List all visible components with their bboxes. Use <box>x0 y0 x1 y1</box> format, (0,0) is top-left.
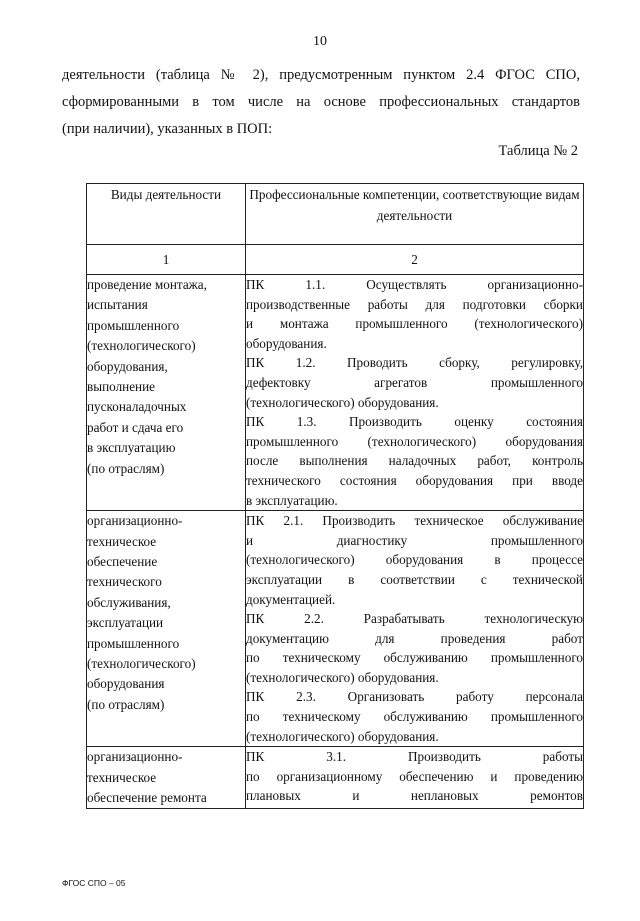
competencies-table <box>86 183 584 809</box>
competency-line: (технологического) оборудования. <box>246 669 439 685</box>
competency-line: дефектовку агрегатов промышленного <box>246 374 583 390</box>
footer-label: ФГОС СПО – 05 <box>62 878 126 888</box>
activity-cell <box>87 275 246 511</box>
competency-line: (технологического) оборудования. <box>246 728 439 744</box>
activity-line: оборудования, <box>87 358 168 374</box>
column-number-row <box>87 245 584 275</box>
intro-line: деятельности (таблица № 2), предусмотренным пунктом 2.4 ФГОС СПО, <box>62 67 580 83</box>
activity-line: (технологического) <box>87 338 196 354</box>
competency-line: (технологического) оборудования. <box>246 394 439 410</box>
activity-line: обеспечение <box>87 553 158 569</box>
competency-line: эксплуатации в соответствии с технической <box>246 571 583 587</box>
activity-line: выполнение <box>87 379 156 395</box>
activity-line: организационно- <box>87 749 183 765</box>
competency-line: и диагностику промышленного <box>246 532 583 548</box>
competency-line: ПК 1.2. Проводить сборку, регулировку, <box>246 355 583 371</box>
competency-line: по организационному обеспечению и проведению <box>246 768 583 784</box>
table-row <box>87 511 584 747</box>
column-number: 2 <box>246 245 584 275</box>
competency-line: после выполнения наладочных работ, контроль <box>246 453 583 469</box>
competency-line: в эксплуатацию. <box>246 492 338 508</box>
competency-line: ПК 2.2. Разрабатывать технологическую <box>246 611 583 627</box>
activity-line: проведение монтажа, <box>87 277 207 292</box>
activity-line: (по отраслям) <box>87 460 165 476</box>
competency-line: ПК 1.3. Производить оценку состояния <box>246 414 583 430</box>
activity-line: в эксплуатацию <box>87 440 176 456</box>
activity-line: техническое <box>87 533 157 549</box>
activity-line: оборудования <box>87 676 165 692</box>
header-activities: Виды деятельности <box>87 184 246 245</box>
activity-line: промышленного <box>87 635 180 651</box>
activity-cell <box>87 511 246 747</box>
competency-cell <box>246 511 584 747</box>
competency-line: документацию для проведения работ <box>246 630 583 646</box>
table-caption: Таблица № 2 <box>498 143 578 159</box>
activity-line: (технологического) <box>87 655 196 671</box>
activity-line: испытания <box>87 297 148 313</box>
competency-line: ПК 2.3. Организовать работу персонала <box>246 689 583 705</box>
competency-line: плановых и неплановых ремонтов <box>246 788 583 804</box>
activity-line: (по отраслям) <box>87 696 165 712</box>
competency-cell <box>246 747 584 809</box>
competency-line: оборудования. <box>246 335 327 351</box>
competency-line: по техническому обслуживанию промышленного <box>246 650 583 666</box>
activity-line: эксплуатации <box>87 615 164 631</box>
competency-cell <box>246 275 584 511</box>
table-header-row <box>87 184 584 245</box>
competency-line: ПК 2.1. Производить техническое обслуживание <box>246 513 583 529</box>
competency-line: ПК 1.1. Осуществлять организационно- <box>246 277 583 292</box>
activity-cell <box>87 747 246 809</box>
column-number: 1 <box>87 245 246 275</box>
activity-line: пусконаладочных <box>87 399 187 415</box>
competency-line: (технологического) оборудования в процессе <box>246 552 583 568</box>
header-competencies: Профессиональные компетенции, соответствующие видам деятельности <box>246 184 584 245</box>
intro-line: (при наличии), указанных в ПОП: <box>62 121 273 137</box>
competency-line: промышленного (технологического) оборудования <box>246 433 583 449</box>
activity-line: техническое <box>87 769 157 785</box>
activity-line: работ и сдача его <box>87 419 184 435</box>
intro-paragraph <box>62 62 580 143</box>
competency-line: производственные работы для подготовки сборки <box>246 296 583 312</box>
activity-line: технического <box>87 574 162 590</box>
activity-line: обслуживания, <box>87 594 171 610</box>
activity-line: обеспечение ремонта <box>87 790 207 806</box>
intro-line: сформированными в том числе на основе профессиональных стандартов <box>62 94 580 110</box>
competency-line: и монтажа промышленного (технологического) <box>246 316 583 332</box>
competency-line: по техническому обслуживанию промышленного <box>246 709 583 725</box>
competency-line: ПК 3.1. Производить работы <box>246 749 583 765</box>
activity-line: организационно- <box>87 513 183 529</box>
table-row <box>87 747 584 809</box>
competency-line: технического состояния оборудования при вводе <box>246 472 583 488</box>
activity-line: промышленного <box>87 317 180 333</box>
table-row <box>87 275 584 511</box>
page-number: 10 <box>313 34 327 49</box>
competency-line: документацией. <box>246 591 336 607</box>
